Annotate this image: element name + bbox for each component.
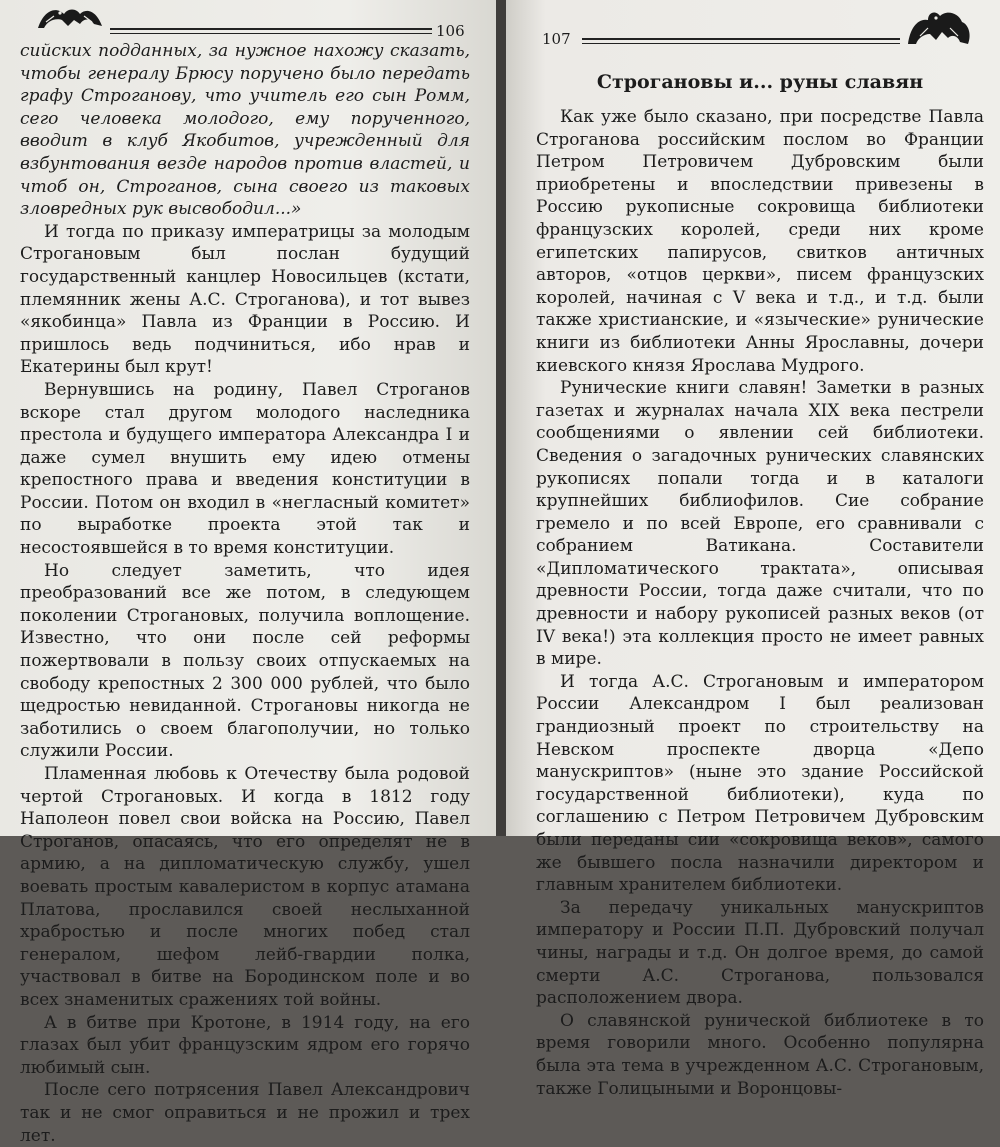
griffin-ornament-icon (34, 4, 106, 32)
paragraph: Вернувшись на родину, Павел Строганов вскоре стал другом молодого наследника престола и будущего императора Александра I и даже сумел внушить ему идею отмены крепостного права и введения конституции в России. Потом он входил в «негласный комитет» по выработке проекта этой так и несостоявшейся в то время конституции. (20, 379, 470, 559)
paragraph: И тогда А.С. Строгановым и императором России Александром I был реализован грандиозный проект по строительству на Невском проспекте дворца «Депо манускриптов» (ныне это здание Российской государственной библиотеки), куда по соглашению с Петром Петровичем Дубровским были переданы сии «сокровища веков», самого же бывшего посла назначили директором и главным хранителем библиотеки. (536, 671, 984, 896)
paragraph: После сего потрясения Павел Александрович так и не смог оправиться и не прожил и трех лет. (20, 1080, 470, 1146)
header-rule (582, 38, 900, 40)
right-body-text (536, 106, 984, 1100)
paragraph: Но следует заметить, что идея преобразований все же потом, в следующем поколении Строгановых, получила воплощение. Известно, что они после сей реформы пожертвовали в пользу своих отпускаемых на свободу крепостных 2 300 000 рублей, что было щедростью невиданной. Строгановы никогда не заботились о своем благополучии, но только служили России. (20, 560, 470, 762)
right-page-header (506, 0, 1000, 60)
quote-paragraph: сийских подданных, за нужное нахожу сказать, чтобы генералу Брюсу поручено было передать графу Строганову, что учитель его сын Ромм, сего человека молодого, ему порученного, вводит в клуб Якобитов, учрежденный для взбунтования везде народов против властей, и чтоб он, Строганов, сына своего из таковых зловредных рук высвободил...» (20, 41, 470, 220)
paragraph: Рунические книги славян! Заметки в разных газетах и журналах начала XIX века пестрели сообщениями о явлении сей библиотеки. Сведения о загадочных рунических славянских рукописях попали тогда и в каталоги крупнейших библиофилов. Сие собрание гремело и по всей Европе, его сравнивали с собранием Ватикана. Составители «Дипломатического трактата», описывая древности России, тогда даже считали, что по древности и набору рукописей разных веков (от IV века!) эта коллекция просто не имеет равных в мире. (536, 378, 984, 670)
header-rule (110, 28, 432, 30)
paragraph: Пламенная любовь к Отечеству была родовой чертой Строгановых. И когда в 1812 году Наполеон повел свои войска на Россию, Павел Строганов, опасаясь, что его определят не в армию, а на дипломатическую службу, ушел воевать простым кавалеристом в корпус атамана Платова, прославился своей неслыханной храбростью и после многих побед стал генералом, шефом лейб-гвардии полка, участвовал в битве на Бородинском поле и во всех знаменитых сражениях той войны. (20, 764, 470, 1010)
page-number: 107 (542, 30, 571, 48)
left-body-text (20, 40, 470, 1147)
paragraph: За передачу уникальных манускриптов императору и России П.П. Дубровский получал чины, награды и т.д. Он долгое время, до самой смерти А.С. Строганова, пользовался расположением двора. (536, 897, 984, 1009)
right-page (506, 0, 1000, 1099)
paragraph: А в битве при Кротоне, в 1914 году, на его глазах был убит французским ядром его горячо любимый сын. (20, 1012, 470, 1078)
paragraph: О славянской рунической библиотеке в то время говорили много. Особенно популярна была эта тема в учрежденном А.С. Строгановым, также Голицыными и Воронцовы- (536, 1010, 984, 1099)
paragraph: И тогда по приказу императрицы за молодым Строгановым был послан будущий государственный канцлер Новосильцев (кстати, племянник жены А.С. Строганова), и тот вывез «якобинца» Павла из Франции в Россию. И пришлось ведь подчиниться, ибо нрав и Екатерины был крут! (20, 221, 470, 378)
book-gutter (496, 0, 506, 836)
page-number: 106 (436, 22, 465, 40)
paragraph: Как уже было сказано, при посредстве Павла Строганова российским послом во Франции Петром Петровичем Дубровским были приобретены и впоследствии привезены в Россию рукописные сокровища библиотеки французских королей, среди них кроме египетских папирусов, свитков античных авторов, «отцов церкви», писем французских королей, начиная с V века и т.д., и т.д. были также христианские, и «языческие» рунические книги из библиотеки Анны Ярославны, дочери киевского князя Ярослава Мудрого. (536, 107, 984, 376)
chapter-title: Строгановы и... руны славян (596, 71, 924, 93)
header-rule (582, 43, 900, 44)
left-page (0, 0, 496, 1146)
griffin-ornament-icon (902, 8, 974, 48)
header-rule (110, 33, 432, 34)
